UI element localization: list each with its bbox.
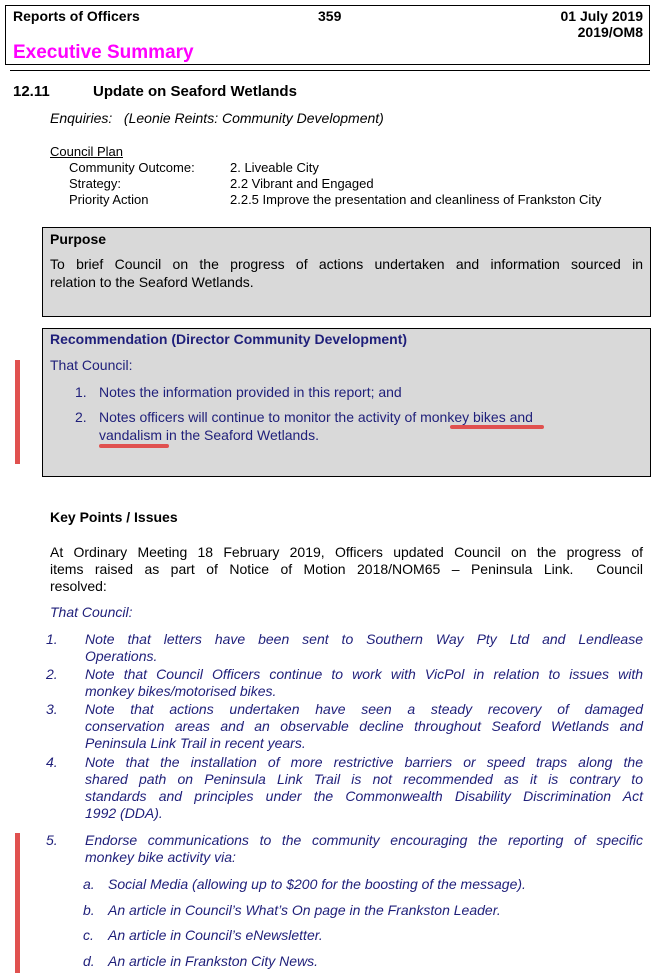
resolution-number: 1. <box>46 631 58 647</box>
header-divider <box>10 70 650 71</box>
resolution-number: 5. <box>46 832 58 848</box>
header-report-title: Reports of Officers <box>13 8 140 24</box>
plan-label-outcome: Community Outcome: <box>69 160 195 175</box>
sub-item-text: Social Media (allowing up to $200 for the boosting of the message). <box>108 876 526 892</box>
council-plan-heading: Council Plan <box>50 144 123 159</box>
purpose-text-line2: relation to the Seaford Wetlands. <box>50 274 254 290</box>
plan-value-outcome: 2. Liveable City <box>230 160 319 175</box>
executive-summary-label: Executive Summary <box>13 42 194 63</box>
plan-value-priority: 2.2.5 Improve the presentation and cleanliness of Frankston City <box>230 192 602 207</box>
recommendation-intro: That Council: <box>50 357 133 373</box>
resolution-number: 4. <box>46 754 58 770</box>
item-number: 12.11 <box>13 83 50 100</box>
sub-item-letter: a. <box>83 876 95 892</box>
recommendation-heading: Recommendation (Director Community Development) <box>50 331 408 347</box>
header-date: 01 July 2019 <box>560 8 643 24</box>
header-reference: 2019/OM8 <box>577 24 643 40</box>
annotation-underline-vandalism <box>99 444 169 448</box>
purpose-heading: Purpose <box>50 231 107 247</box>
sub-item-text: An article in Frankston City News. <box>108 953 319 969</box>
key-points-para-line2: items raised as part of Notice of Motion 2018/NOM65 – Peninsula Link. Council <box>50 561 643 577</box>
resolution-line: 1992 (DDA). <box>85 805 163 821</box>
sub-item-text: An article in Council’s eNewsletter. <box>108 927 323 943</box>
key-points-para-line3: resolved: <box>50 578 107 594</box>
recommendation-item1-text: Notes the information provided in this report; and <box>99 384 402 400</box>
key-points-para-line1: At Ordinary Meeting 18 February 2019, Officers updated Council on the progress of <box>50 544 643 560</box>
recommendation-item2-line2: vandalism in the Seaford Wetlands. <box>99 427 319 443</box>
resolution-line: Note that actions undertaken have seen a steady recovery of damaged <box>85 701 643 717</box>
annotation-margin-bar-lower <box>15 833 20 973</box>
resolution-line: conservation areas and an observable decline throughout Seaford Wetlands and <box>85 718 643 734</box>
resolution-line: monkey bike activity via: <box>85 849 236 865</box>
resolution-line: Endorse communications to the community encouraging the reporting of specific <box>85 832 643 848</box>
resolution-line: Note that Council Officers continue to work with VicPol in relation to issues with <box>85 666 643 682</box>
resolution-number: 3. <box>46 701 58 717</box>
resolution-line: standards and principles under the Commonwealth Disability Discrimination Act <box>85 788 643 804</box>
header-page-number: 359 <box>318 8 342 24</box>
plan-label-strategy: Strategy: <box>69 176 122 191</box>
resolution-line: monkey bikes/motorised bikes. <box>85 683 277 699</box>
plan-label-priority: Priority Action <box>69 192 149 207</box>
recommendation-item1-number: 1. <box>75 384 87 400</box>
enquiries-line: Enquiries: (Leonie Reints: Community Development) <box>50 110 384 126</box>
plan-value-strategy: 2.2 Vibrant and Engaged <box>230 176 374 191</box>
item-title: Update on Seaford Wetlands <box>93 83 297 100</box>
annotation-margin-bar <box>15 360 20 464</box>
resolution-line: Operations. <box>85 648 158 664</box>
purpose-box <box>42 227 651 317</box>
sub-item-letter: d. <box>83 953 95 969</box>
sub-item-letter: b. <box>83 902 95 918</box>
recommendation-item2-number: 2. <box>75 409 87 425</box>
recommendation-box <box>42 328 651 477</box>
sub-item-letter: c. <box>83 927 94 943</box>
sub-item-text: An article in Council’s What’s On page in the Frankston Leader. <box>108 902 501 918</box>
resolution-number: 2. <box>46 666 58 682</box>
annotation-underline-monkey-bikes <box>450 425 544 429</box>
key-points-intro: That Council: <box>50 604 133 620</box>
purpose-text-line1: To brief Council on the progress of actions undertaken and information sourced in <box>50 256 643 272</box>
resolution-line: shared path on Peninsula Link Trail is not recommended as it is contrary to <box>85 771 643 787</box>
resolution-line: Peninsula Link Trail in recent years. <box>85 735 306 751</box>
recommendation-item2-line1: Notes officers will continue to monitor the activity of monkey bikes and <box>99 409 533 425</box>
key-points-heading: Key Points / Issues <box>50 509 178 525</box>
resolution-line: Note that the installation of more restrictive barriers or speed traps along the <box>85 754 643 770</box>
resolution-line: Note that letters have been sent to Southern Way Pty Ltd and Lendlease <box>85 631 643 647</box>
